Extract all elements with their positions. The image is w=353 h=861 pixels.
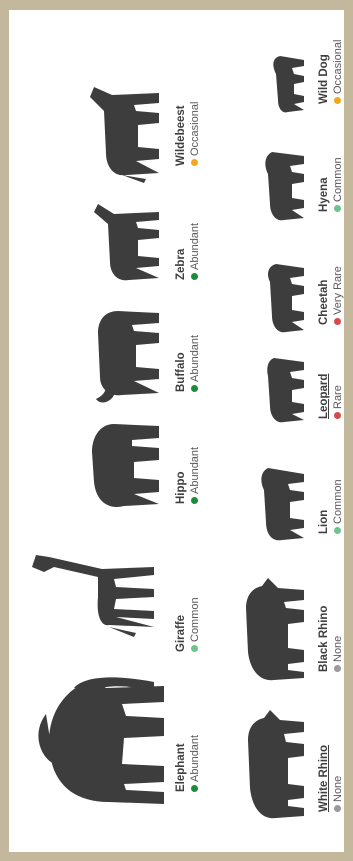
animal-name: Hyena (318, 177, 330, 212)
status-row (190, 735, 201, 792)
status-label: Abundant (188, 446, 201, 494)
black-rhino-silhouette (204, 572, 324, 692)
white-rhino-silhouette (204, 702, 324, 832)
status-row (333, 266, 344, 325)
status-dot (191, 785, 198, 792)
status-dot (191, 159, 198, 166)
buffalo-silhouette (14, 297, 174, 407)
wild-dog-silhouette (204, 32, 324, 122)
status-dot (334, 97, 341, 104)
status-label: Abundant (188, 222, 201, 270)
animal-name: White Rhino (318, 744, 330, 812)
animal-name: Buffalo (175, 352, 187, 392)
status-label: Abundant (188, 734, 201, 782)
status-row (333, 40, 344, 104)
status-label: Common (188, 597, 201, 642)
status-row (333, 374, 344, 419)
animal-name: Hippo (175, 471, 187, 504)
leopard-silhouette (204, 342, 324, 432)
status-dot (334, 527, 341, 534)
status-label: Very Rare (331, 266, 344, 315)
status-dot (191, 385, 198, 392)
status-dot (334, 412, 341, 419)
status-dot (191, 645, 198, 652)
status-dot (191, 497, 198, 504)
status-row (333, 157, 344, 212)
status-dot (334, 318, 341, 325)
status-row (190, 597, 201, 652)
status-dot (334, 805, 341, 812)
status-row (190, 335, 201, 392)
animal-name: Wildebeest (175, 105, 187, 166)
animal-name: Giraffe (175, 614, 187, 652)
animal-name: Wild Dog (318, 54, 330, 104)
status-row (333, 745, 344, 812)
status-label: Common (331, 479, 344, 524)
giraffe-silhouette (14, 527, 174, 667)
animal-name: Lion (318, 509, 330, 534)
status-label: Occasional (188, 101, 201, 156)
wildlife-chart (9, 10, 344, 852)
status-row (333, 479, 344, 534)
status-row (333, 606, 344, 672)
zebra-silhouette (14, 192, 174, 292)
wildlife-card (9, 10, 344, 852)
status-label: None (331, 775, 344, 802)
status-label: Abundant (188, 334, 201, 382)
status-dot (191, 273, 198, 280)
status-label: Common (331, 157, 344, 202)
hyena-silhouette (204, 132, 324, 232)
animal-name: Black Rhino (318, 605, 330, 672)
animal-name: Zebra (175, 248, 187, 280)
status-dot (334, 205, 341, 212)
status-row (190, 102, 201, 166)
animal-name: Leopard (318, 373, 330, 419)
animal-name: Cheetah (318, 279, 330, 325)
animal-name: Elephant (175, 743, 187, 792)
lion-silhouette (204, 452, 324, 552)
status-dot (334, 665, 341, 672)
cheetah-silhouette (204, 242, 324, 342)
status-label: Rare (331, 385, 344, 409)
wildebeest-silhouette (14, 67, 174, 187)
hippo-silhouette (14, 412, 174, 522)
status-row (190, 223, 201, 280)
status-label: None (331, 635, 344, 662)
elephant-silhouette (14, 674, 174, 824)
status-label: Occasional (331, 39, 344, 94)
status-row (190, 447, 201, 504)
